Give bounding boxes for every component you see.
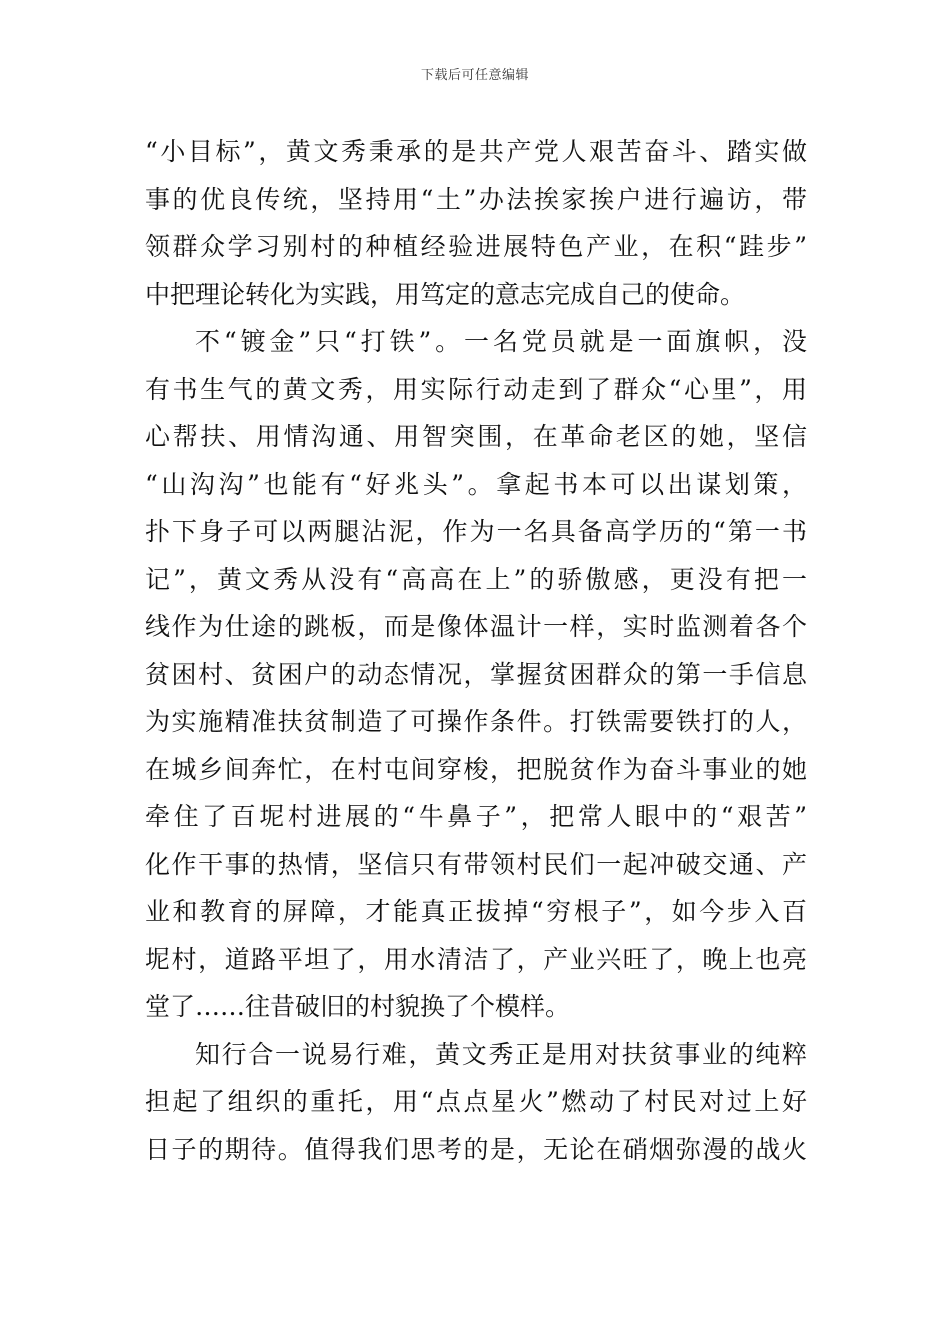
text-line: 堂了……往昔破旧的村貌换了个模样。 [145,992,571,1021]
text-line: 事的优良传统，坚持用“土”办法挨家挨户进行遍访，带 [145,184,807,214]
text-line: 担起了组织的重托，用“点点星火”燃动了村民对过上好 [145,1087,807,1116]
text-line: 贫困村、贫困户的动态情况，掌握贫困群众的第一手信息 [145,659,807,689]
text-line: 记”，黄文秀从没有“高高在上”的骄傲感，更没有把一 [145,564,807,594]
text-line: 有书生气的黄文秀，用实际行动走到了群众“心里”，用 [145,374,807,404]
text-line: “山沟沟”也能有“好兆头”。拿起书本可以出谋划策， [145,469,807,499]
text-line: 知行合一说易行难，黄文秀正是用对扶贫事业的纯粹 [195,1039,807,1069]
text-line: 坭村，道路平坦了，用水清洁了，产业兴旺了，晚上也亮 [145,944,807,974]
text-line: 不“镀金”只“打铁”。一名党员就是一面旗帜，没 [195,327,807,356]
document-body [145,128,807,1173]
text-line: 日子的期待。值得我们思考的是，无论在硝烟弥漫的战火 [145,1134,807,1164]
text-line: 领群众学习别村的种植经验进展特色产业，在积“跬步” [145,232,807,261]
text-line: 业和教育的屏障，才能真正拔掉“穷根子”，如今步入百 [145,897,807,926]
text-line: 心帮扶、用情沟通、用智突围，在革命老区的她，坚信 [145,422,807,451]
text-line: 线作为仕途的跳板，而是像体温计一样，实时监测着各个 [145,612,807,641]
text-line: 中把理论转化为实践，用笃定的意志完成自己的使命。 [145,279,746,309]
text-line: 在城乡间奔忙，在村屯间穿梭，把脱贫作为奋斗事业的她 [145,754,807,784]
text-line: “小目标”，黄文秀秉承的是共产党人艰苦奋斗、踏实做 [145,137,807,166]
text-line: 化作干事的热情，坚信只有带领村民们一起冲破交通、产 [145,849,807,879]
text-line: 牵住了百坭村进展的“牛鼻子”，把常人眼中的“艰苦” [145,802,807,831]
page-header: 下载后可任意编辑 [420,68,529,83]
text-line: 为实施精准扶贫制造了可操作条件。打铁需要铁打的人， [145,707,807,736]
text-line: 扑下身子可以两腿沾泥，作为一名具备高学历的“第一书 [145,517,807,546]
